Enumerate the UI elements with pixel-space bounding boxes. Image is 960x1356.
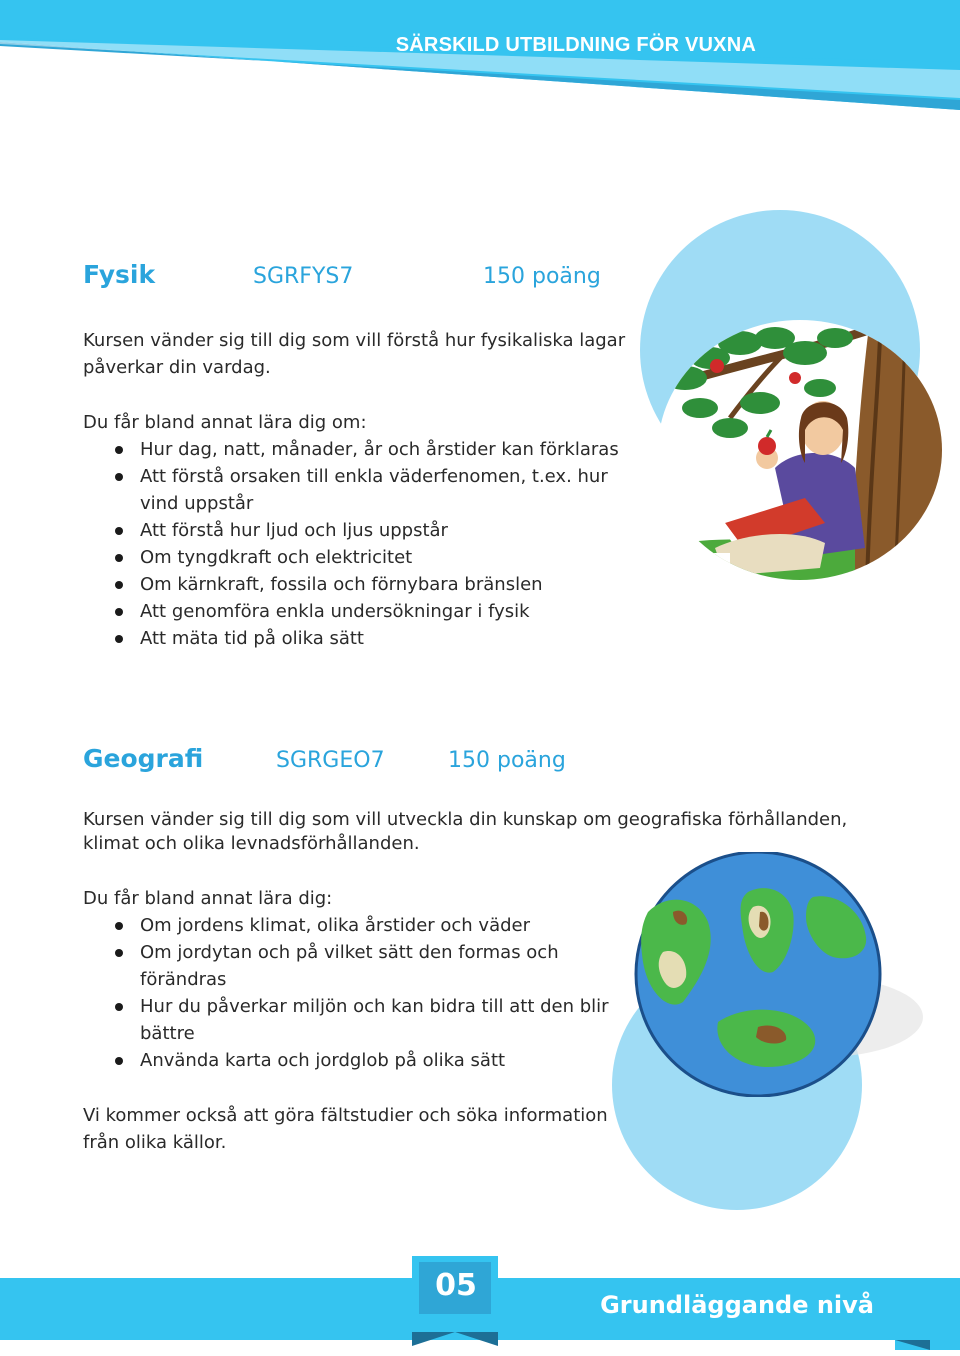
geografi-subject-title: Geografi: [83, 744, 204, 773]
geografi-lead: Du får bland annat lära dig:: [83, 888, 333, 909]
geografi-course-code: SGRGEO7: [276, 748, 385, 773]
list-item: Att mäta tid på olika sätt: [83, 625, 628, 652]
newton-under-apple-tree-illustration: [655, 318, 945, 583]
list-item: Hur du påverkar miljön och kan bidra till att den blir bättre: [83, 993, 623, 1047]
list-item: Om tyngdkraft och elektricitet: [83, 544, 628, 571]
geografi-points: 150 poäng: [448, 748, 566, 773]
fysik-lead: Du får bland annat lära dig om:: [83, 412, 367, 433]
fysik-heading-row: [83, 260, 155, 289]
list-item: Om jordens klimat, olika årstider och väder: [83, 912, 623, 939]
fysik-subject-title: Fysik: [83, 260, 156, 289]
list-item: Att förstå hur ljud och ljus uppstår: [83, 517, 628, 544]
list-item: Använda karta och jordglob på olika sätt: [83, 1047, 623, 1074]
page-number: 05: [435, 1268, 477, 1303]
geografi-bullet-list: [83, 912, 623, 1074]
geografi-intro: Kursen vänder sig till dig som vill utveckla din kunskap om geografiska förhållanden, klimat och olika levnadsförhållanden.: [83, 809, 848, 854]
list-item: Hur dag, natt, månader, år och årstider kan förklaras: [83, 436, 628, 463]
footer-level-label: Grundläggande nivå: [600, 1291, 874, 1319]
list-item: Om kärnkraft, fossila och förnybara bränslen: [83, 571, 628, 598]
fysik-intro: Kursen vänder sig till dig som vill förstå hur fysikaliska lagar påverkar din vardag.: [83, 330, 626, 378]
globe-illustration: [628, 852, 928, 1097]
header-title: SÄRSKILD UTBILDNING FÖR VUXNA: [395, 34, 756, 56]
list-item: Om jordytan och på vilket sätt den formas och förändras: [83, 939, 623, 993]
list-item: Att förstå orsaken till enkla väderfenomen, t.ex. hur vind uppstår: [83, 463, 628, 517]
fysik-bullet-list: [83, 436, 628, 652]
list-item: Att genomföra enkla undersökningar i fysik: [83, 598, 628, 625]
geografi-outro: Vi kommer också att göra fältstudier och söka information från olika källor.: [83, 1105, 608, 1153]
fysik-points: 150 poäng: [483, 264, 601, 289]
fysik-course-code: SGRFYS7: [253, 264, 354, 289]
